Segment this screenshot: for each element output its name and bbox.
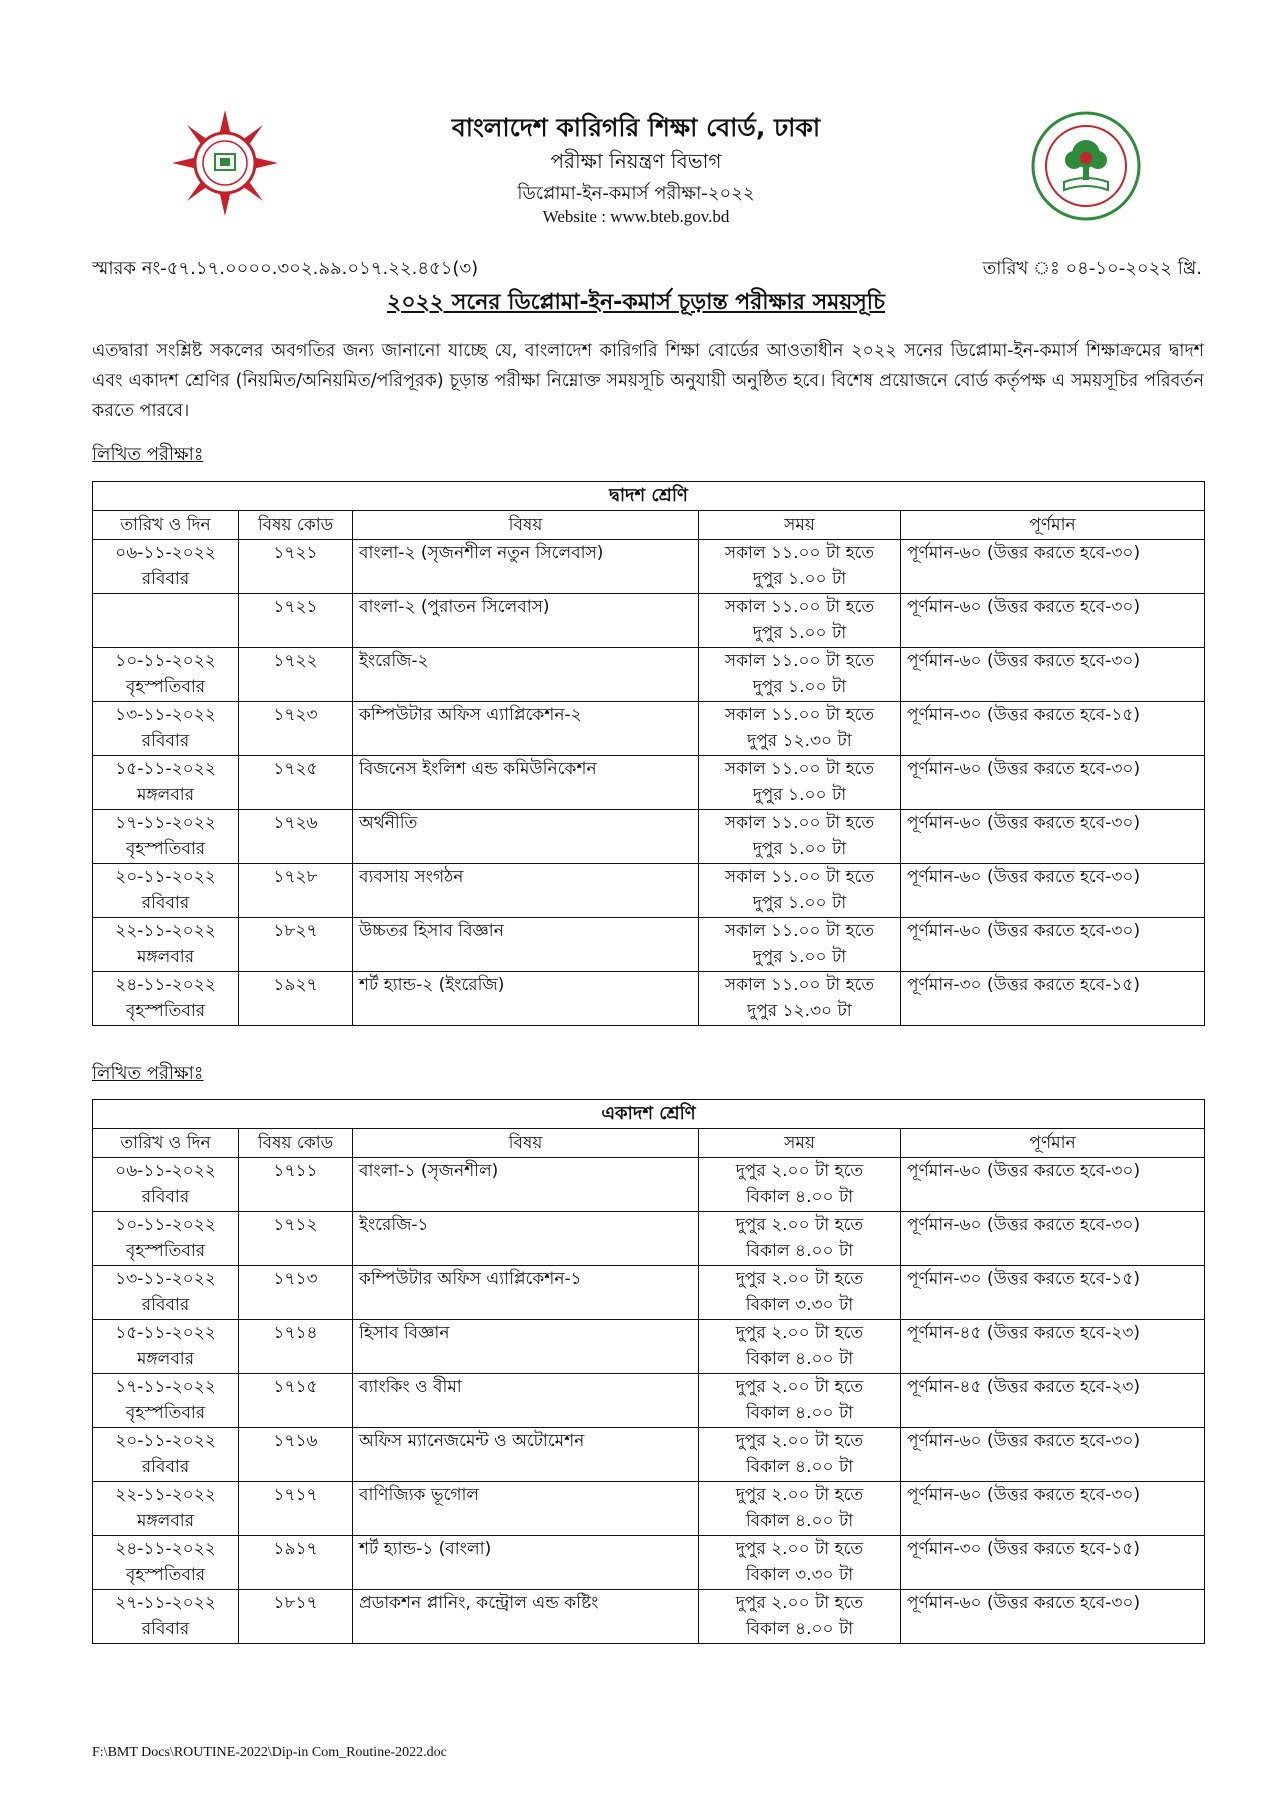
subject-code-cell <box>239 594 353 648</box>
subject-cell-line: উচ্চতর হিসাব বিজ্ঞান <box>359 921 504 941</box>
table-row <box>93 702 1205 756</box>
time-cell <box>699 1266 901 1320</box>
time-cell <box>699 864 901 918</box>
memo-number: স্মারক নং-৫৭.১৭.০০০০.৩০২.৯৯.০১৭.২২.৪৫১(৩) <box>92 258 479 279</box>
time-cell-line: বিকাল ৪.০০ টা <box>745 1187 854 1207</box>
subject-cell <box>353 594 699 648</box>
date-day-cell-line: রবিবার <box>141 1187 190 1207</box>
time-cell-line: দুপুর ২.০০ টা হতে <box>735 1539 864 1559</box>
table-row <box>93 1158 1205 1212</box>
subject-code-cell <box>239 1266 353 1320</box>
time-cell <box>699 1536 901 1590</box>
subject-cell-line: ইংরেজি-২ <box>359 651 429 671</box>
subject-code-cell <box>239 756 353 810</box>
subject-cell-line: বিজনেস ইংলিশ এন্ড কমিউনিকেশন <box>359 759 597 779</box>
intro-paragraph: এতদ্বারা সংশ্লিষ্ট সকলের অবগতির জন্য জানানো যাচ্ছে যে, বাংলাদেশ কারিগরি শিক্ষা বোর্ডের আওতাধীন ২০২২ সনের ডিপ্লোমা-ইন-কমার্স শিক্ষাক্রমের দ্বাদশ এবং একাদশ শ্রেণির (নিয়মিত/অনিয়মিত/পরিপূরক) চূড়ান্ত পরীক্ষা নিম্নোক্ত সময়সূচি অনুযায়ী অনুষ্ঠিত হবে। বিশেষ প্রয়োজনে বোর্ড কর্তৃপক্ষ এ সময়সূচির পরিবর্তন করতে পারবে। <box>92 341 1204 421</box>
subject-cell <box>353 1320 699 1374</box>
subject-code-cell <box>239 1482 353 1536</box>
subject-code-cell <box>239 810 353 864</box>
time-cell-line: দুপুর ২.০০ টা হতে <box>735 1161 864 1181</box>
full-marks-cell-line: পূর্ণমান-৬০ (উত্তর করতে হবে-৩০) <box>907 543 1141 563</box>
date-day-cell <box>93 864 239 918</box>
table-row <box>93 756 1205 810</box>
full-marks-cell <box>901 1266 1205 1320</box>
written-exam-label-1: লিখিত পরীক্ষাঃ <box>92 444 204 465</box>
table-row <box>93 540 1205 594</box>
full-marks-cell-line: পূর্ণমান-৩০ (উত্তর করতে হবে-১৫) <box>907 705 1141 725</box>
full-marks-cell <box>901 1374 1205 1428</box>
table-row <box>93 594 1205 648</box>
table-row <box>93 972 1205 1026</box>
table-row <box>93 1536 1205 1590</box>
time-cell-line: সকাল ১১.০০ টা হতে <box>724 543 875 563</box>
full-marks-cell-line: পূর্ণমান-৬০ (উত্তর করতে হবে-৩০) <box>907 759 1141 779</box>
subject-cell-line: হিসাব বিজ্ঞান <box>359 1323 450 1343</box>
subject-cell <box>353 1536 699 1590</box>
time-cell-line: বিকাল ৪.০০ টা <box>745 1403 854 1423</box>
col-subject-code: বিষয় কোড <box>239 1129 353 1158</box>
date-day-cell <box>93 1482 239 1536</box>
subject-code-cell <box>239 1428 353 1482</box>
full-marks-cell <box>901 1536 1205 1590</box>
table-row <box>93 1428 1205 1482</box>
subject-code-cell-line: ১৭১৭ <box>273 1485 318 1505</box>
subject-code-cell <box>239 648 353 702</box>
full-marks-cell-line: পূর্ণমান-৬০ (উত্তর করতে হবে-৩০) <box>907 1215 1141 1235</box>
col-date-day: তারিখ ও দিন <box>93 1129 239 1158</box>
time-cell <box>699 756 901 810</box>
full-marks-cell-line: পূর্ণমান-৩০ (উত্তর করতে হবে-১৫) <box>907 1269 1141 1289</box>
time-cell-line: দুপুর ১.০০ টা <box>752 569 847 589</box>
subject-code-cell <box>239 540 353 594</box>
subject-cell-line: কম্পিউটার অফিস এ্যাপ্লিকেশন-১ <box>359 1269 582 1289</box>
date-day-cell-line: বৃহস্পতিবার <box>125 1403 206 1423</box>
subject-code-cell-line: ১৮২৭ <box>273 921 318 941</box>
subject-code-cell <box>239 1590 353 1644</box>
full-marks-cell-line: পূর্ণমান-৬০ (উত্তর করতে হবে-৩০) <box>907 1431 1141 1451</box>
subject-cell <box>353 864 699 918</box>
full-marks-cell <box>901 540 1205 594</box>
subject-code-cell-line: ১৭২১ <box>273 543 318 563</box>
time-cell-line: সকাল ১১.০০ টা হতে <box>724 759 875 779</box>
date-day-cell-line: ২০-১১-২০২২ <box>115 867 216 887</box>
date-day-cell-line: ২৪-১১-২০২২ <box>115 1539 216 1559</box>
subject-code-cell <box>239 1320 353 1374</box>
time-cell-line: দুপুর ২.০০ টা হতে <box>735 1269 864 1289</box>
date-day-cell-line: রবিবার <box>141 893 190 913</box>
time-cell-line: সকাল ১১.০০ টা হতে <box>724 813 875 833</box>
time-cell <box>699 540 901 594</box>
date-day-cell-line: ০৬-১১-২০২২ <box>115 1161 216 1181</box>
full-marks-cell-line: পূর্ণমান-৩০ (উত্তর করতে হবে-১৫) <box>907 1539 1141 1559</box>
subject-cell-line: অর্থনীতি <box>359 813 418 833</box>
time-cell-line: বিকাল ৪.০০ টা <box>745 1457 854 1477</box>
date-day-cell-line: ১৩-১১-২০২২ <box>115 705 216 725</box>
time-cell <box>699 1158 901 1212</box>
subject-code-cell-line: ১৭২২ <box>273 651 318 671</box>
time-cell <box>699 1212 901 1266</box>
subject-code-cell-line: ১৭১৬ <box>273 1431 318 1451</box>
department-name: পরীক্ষা নিয়ন্ত্রণ বিভাগ <box>550 149 722 173</box>
subject-code-cell-line: ১৭২৫ <box>273 759 318 779</box>
time-cell <box>699 1320 901 1374</box>
col-subject: বিষয় <box>353 511 699 540</box>
subject-cell <box>353 756 699 810</box>
col-subject: বিষয় <box>353 1129 699 1158</box>
full-marks-cell <box>901 1590 1205 1644</box>
subject-cell-line: ইংরেজি-১ <box>359 1215 429 1235</box>
date-day-cell-line: রবিবার <box>141 1295 190 1315</box>
full-marks-cell <box>901 1482 1205 1536</box>
date-day-cell-line: বৃহস্পতিবার <box>125 1565 206 1585</box>
time-cell-line: সকাল ১১.০০ টা হতে <box>724 921 875 941</box>
time-cell <box>699 1482 901 1536</box>
date-day-cell-line: বৃহস্পতিবার <box>125 677 206 697</box>
subject-code-cell-line: ১৭১৪ <box>273 1323 318 1343</box>
full-marks-cell <box>901 810 1205 864</box>
subject-cell <box>353 1266 699 1320</box>
date-day-cell-line: বৃহস্পতিবার <box>125 1001 206 1021</box>
subject-cell <box>353 540 699 594</box>
date-day-cell-line: ১০-১১-২০২২ <box>115 651 216 671</box>
subject-code-cell <box>239 1212 353 1266</box>
mujib-year-logo <box>1030 110 1142 222</box>
date-day-cell-line: বৃহস্পতিবার <box>125 1241 206 1261</box>
time-cell-line: দুপুর ২.০০ টা হতে <box>735 1431 864 1451</box>
time-cell-line: বিকাল ৪.০০ টা <box>745 1619 854 1639</box>
table-row <box>93 810 1205 864</box>
time-cell-line: দুপুর ২.০০ টা হতে <box>735 1215 864 1235</box>
full-marks-cell-line: পূর্ণমান-৪৫ (উত্তর করতে হবে-২৩) <box>907 1323 1141 1343</box>
date-day-cell-line: ১০-১১-২০২২ <box>115 1215 216 1235</box>
date-day-cell <box>93 1266 239 1320</box>
grade-title: দ্বাদশ শ্রেণি <box>93 482 1205 511</box>
subject-cell <box>353 1212 699 1266</box>
time-cell-line: সকাল ১১.০০ টা হতে <box>724 975 875 995</box>
exam-name: ডিপ্লোমা-ইন-কমার্স পরীক্ষা-২০২২ <box>517 183 755 204</box>
time-cell-line: দুপুর ১.০০ টা <box>752 893 847 913</box>
time-cell-line: বিকাল ৪.০০ টা <box>745 1241 854 1261</box>
date-day-cell-line: ১৭-১১-২০২২ <box>115 1377 216 1397</box>
class12-routine-table <box>92 481 1205 1026</box>
time-cell-line: দুপুর ১.০০ টা <box>752 623 847 643</box>
time-cell-line: বিকাল ৪.০০ টা <box>745 1511 854 1531</box>
file-path-footer: F:\BMT Docs\ROUTINE-2022\Dip-in Com_Routine-2022.doc <box>92 1745 447 1760</box>
time-cell-line: দুপুর ১২.৩০ টা <box>747 1001 852 1021</box>
full-marks-cell-line: পূর্ণমান-৪৫ (উত্তর করতে হবে-২৩) <box>907 1377 1141 1397</box>
subject-code-cell-line: ১৭১২ <box>273 1215 318 1235</box>
full-marks-cell-line: পূর্ণমান-৬০ (উত্তর করতে হবে-৩০) <box>907 1485 1141 1505</box>
time-cell-line: দুপুর ১.০০ টা <box>752 839 847 859</box>
date-day-cell <box>93 1320 239 1374</box>
notice-title-text: ২০২২ সনের ডিপ্লোমা-ইন-কমার্স চূড়ান্ত পরীক্ষার সময়সূচি <box>387 290 885 315</box>
subject-cell-line: বাংলা-২ (সৃজনশীল নতুন সিলেবাস) <box>359 543 604 563</box>
full-marks-cell-line: পূর্ণমান-৬০ (উত্তর করতে হবে-৩০) <box>907 597 1141 617</box>
col-time: সময় <box>699 1129 901 1158</box>
full-marks-cell-line: পূর্ণমান-৬০ (উত্তর করতে হবে-৩০) <box>907 1161 1141 1181</box>
subject-cell-line: কম্পিউটার অফিস এ্যাপ্লিকেশন-২ <box>359 705 582 725</box>
table-row <box>93 1482 1205 1536</box>
time-cell-line: সকাল ১১.০০ টা হতে <box>724 867 875 887</box>
table-row <box>93 1590 1205 1644</box>
date-day-cell-line: ০৬-১১-২০২২ <box>115 543 216 563</box>
time-cell-line: দুপুর ২.০০ টা হতে <box>735 1377 864 1397</box>
subject-code-cell-line: ১৭২৩ <box>273 705 318 725</box>
time-cell <box>699 810 901 864</box>
time-cell <box>699 972 901 1026</box>
date-day-cell <box>93 1590 239 1644</box>
time-cell-line: সকাল ১১.০০ টা হতে <box>724 705 875 725</box>
subject-cell <box>353 918 699 972</box>
date-day-cell <box>93 702 239 756</box>
col-date-day: তারিখ ও দিন <box>93 511 239 540</box>
subject-cell <box>353 648 699 702</box>
subject-code-cell-line: ১৭১৫ <box>273 1377 318 1397</box>
subject-code-cell <box>239 864 353 918</box>
full-marks-cell-line: পূর্ণমান-৬০ (উত্তর করতে হবে-৩০) <box>907 813 1141 833</box>
subject-cell-line: শর্ট হ্যান্ড-১ (বাংলা) <box>359 1539 492 1559</box>
time-cell-line: সকাল ১১.০০ টা হতে <box>724 597 875 617</box>
time-cell-line: দুপুর ২.০০ টা হতে <box>735 1593 864 1613</box>
subject-code-cell <box>239 972 353 1026</box>
time-cell-line: দুপুর ১২.৩০ টা <box>747 731 852 751</box>
date-day-cell-line: মঙ্গলবার <box>136 1511 195 1531</box>
table-row <box>93 1320 1205 1374</box>
subject-cell-line: ব্যবসায় সংগঠন <box>359 867 464 887</box>
time-cell <box>699 702 901 756</box>
subject-cell <box>353 1428 699 1482</box>
full-marks-cell <box>901 918 1205 972</box>
time-cell <box>699 918 901 972</box>
time-cell-line: দুপুর ২.০০ টা হতে <box>735 1323 864 1343</box>
subject-cell <box>353 702 699 756</box>
date-day-cell <box>93 594 239 648</box>
subject-cell-line: বাণিজ্যিক ভূগোল <box>359 1485 480 1505</box>
date-day-cell-line: ২৭-১১-২০২২ <box>115 1593 216 1613</box>
table-row <box>93 918 1205 972</box>
date-day-cell <box>93 810 239 864</box>
date-day-cell-line: মঙ্গলবার <box>136 1349 195 1369</box>
full-marks-cell <box>901 594 1205 648</box>
date-day-cell-line: মঙ্গলবার <box>136 785 195 805</box>
time-cell-line: দুপুর ১.০০ টা <box>752 677 847 697</box>
subject-cell-line: বাংলা-২ (পুরাতন সিলেবাস) <box>359 597 550 617</box>
notice-title <box>0 285 1272 322</box>
table-row <box>93 1374 1205 1428</box>
time-cell <box>699 1374 901 1428</box>
full-marks-cell <box>901 1428 1205 1482</box>
full-marks-cell-line: পূর্ণমান-৬০ (উত্তর করতে হবে-৩০) <box>907 867 1141 887</box>
subject-code-cell <box>239 1536 353 1590</box>
date-day-cell <box>93 1212 239 1266</box>
subject-code-cell-line: ১৯১৭ <box>273 1539 318 1559</box>
date-day-cell-line: ২২-১১-২০২২ <box>115 921 216 941</box>
time-cell <box>699 1428 901 1482</box>
table-row <box>93 864 1205 918</box>
subject-code-cell-line: ১৮১৭ <box>273 1593 318 1613</box>
time-cell-line: দুপুর ১.০০ টা <box>752 785 847 805</box>
subject-code-cell-line: ১৭২৬ <box>273 813 318 833</box>
written-exam-label-2: লিখিত পরীক্ষাঃ <box>92 1063 204 1084</box>
full-marks-cell <box>901 864 1205 918</box>
full-marks-cell-line: পূর্ণমান-৬০ (উত্তর করতে হবে-৩০) <box>907 651 1141 671</box>
subject-code-cell-line: ১৭১১ <box>273 1161 318 1181</box>
date-day-cell-line: রবিবার <box>141 1619 190 1639</box>
subject-code-cell-line: ১৭২১ <box>273 597 318 617</box>
table-row <box>93 1212 1205 1266</box>
grade-title: একাদশ শ্রেণি <box>93 1100 1205 1129</box>
date-day-cell <box>93 972 239 1026</box>
subject-cell <box>353 1590 699 1644</box>
subject-cell <box>353 1482 699 1536</box>
time-cell-line: বিকাল ৪.০০ টা <box>745 1349 854 1369</box>
date-day-cell-line: মঙ্গলবার <box>136 947 195 967</box>
date-day-cell-line: রবিবার <box>141 1457 190 1477</box>
date-day-cell-line: ১৫-১১-২০২২ <box>115 759 216 779</box>
subject-cell-line: বাংলা-১ (সৃজনশীল) <box>359 1161 499 1181</box>
subject-cell-line: শর্ট হ্যান্ড-২ (ইংরেজি) <box>359 975 505 995</box>
date-day-cell-line: রবিবার <box>141 569 190 589</box>
time-cell-line: দুপুর ২.০০ টা হতে <box>735 1485 864 1505</box>
date-day-cell <box>93 1158 239 1212</box>
date-day-cell-line: ১৫-১১-২০২২ <box>115 1323 216 1343</box>
full-marks-cell-line: পূর্ণমান-৬০ (উত্তর করতে হবে-৩০) <box>907 1593 1141 1613</box>
time-cell <box>699 648 901 702</box>
subject-cell <box>353 810 699 864</box>
bteb-seal-logo <box>172 110 278 216</box>
full-marks-cell <box>901 648 1205 702</box>
date-day-cell-line: রবিবার <box>141 731 190 751</box>
subject-code-cell-line: ১৯২৭ <box>273 975 318 995</box>
board-title: বাংলাদেশ কারিগরি শিক্ষা বোর্ড, ঢাকা <box>451 113 821 142</box>
full-marks-cell <box>901 1212 1205 1266</box>
issue-date: তারিখ ঃ ০৪-১০-২০২২ খ্রি. <box>982 258 1202 279</box>
date-day-cell <box>93 756 239 810</box>
class11-routine-table <box>92 1099 1205 1644</box>
date-day-cell <box>93 1428 239 1482</box>
date-day-cell <box>93 648 239 702</box>
full-marks-cell <box>901 702 1205 756</box>
col-full-marks: পূর্ণমান <box>901 1129 1205 1158</box>
subject-cell-line: ব্যাংকিং ও বীমা <box>359 1377 462 1397</box>
time-cell-line: সকাল ১১.০০ টা হতে <box>724 651 875 671</box>
full-marks-cell <box>901 972 1205 1026</box>
date-day-cell-line: ২৪-১১-২০২২ <box>115 975 216 995</box>
full-marks-cell <box>901 1320 1205 1374</box>
time-cell-line: বিকাল ৩.৩০ টা <box>745 1565 854 1585</box>
date-day-cell <box>93 1374 239 1428</box>
full-marks-cell-line: পূর্ণমান-৩০ (উত্তর করতে হবে-১৫) <box>907 975 1141 995</box>
subject-code-cell <box>239 1158 353 1212</box>
subject-cell <box>353 972 699 1026</box>
website-text: Website : www.bteb.gov.bd <box>542 207 730 226</box>
subject-cell <box>353 1374 699 1428</box>
time-cell-line: বিকাল ৩.৩০ টা <box>745 1295 854 1315</box>
subject-code-cell-line: ১৭১৩ <box>273 1269 318 1289</box>
table-row <box>93 1266 1205 1320</box>
subject-code-cell <box>239 702 353 756</box>
subject-code-cell-line: ১৭২৮ <box>273 867 318 887</box>
date-day-cell <box>93 1536 239 1590</box>
date-day-cell <box>93 540 239 594</box>
date-day-cell-line: ২০-১১-২০২২ <box>115 1431 216 1451</box>
subject-cell-line: প্রডাকশন প্লানিং, কন্ট্রোল এন্ড কষ্টিং <box>359 1593 599 1613</box>
full-marks-cell <box>901 1158 1205 1212</box>
date-day-cell-line: ১৩-১১-২০২২ <box>115 1269 216 1289</box>
subject-cell-line: অফিস ম্যানেজমেন্ট ও অটোমেশন <box>359 1431 585 1451</box>
date-day-cell <box>93 918 239 972</box>
col-time: সময় <box>699 511 901 540</box>
date-day-cell-line: বৃহস্পতিবার <box>125 839 206 859</box>
full-marks-cell <box>901 756 1205 810</box>
time-cell-line: দুপুর ১.০০ টা <box>752 947 847 967</box>
subject-code-cell <box>239 918 353 972</box>
col-full-marks: পূর্ণমান <box>901 511 1205 540</box>
table-row <box>93 648 1205 702</box>
date-day-cell-line: ১৭-১১-২০২২ <box>115 813 216 833</box>
full-marks-cell-line: পূর্ণমান-৬০ (উত্তর করতে হবে-৩০) <box>907 921 1141 941</box>
time-cell <box>699 1590 901 1644</box>
time-cell <box>699 594 901 648</box>
col-subject-code: বিষয় কোড <box>239 511 353 540</box>
date-day-cell-line: ২২-১১-২০২২ <box>115 1485 216 1505</box>
subject-cell <box>353 1158 699 1212</box>
subject-code-cell <box>239 1374 353 1428</box>
